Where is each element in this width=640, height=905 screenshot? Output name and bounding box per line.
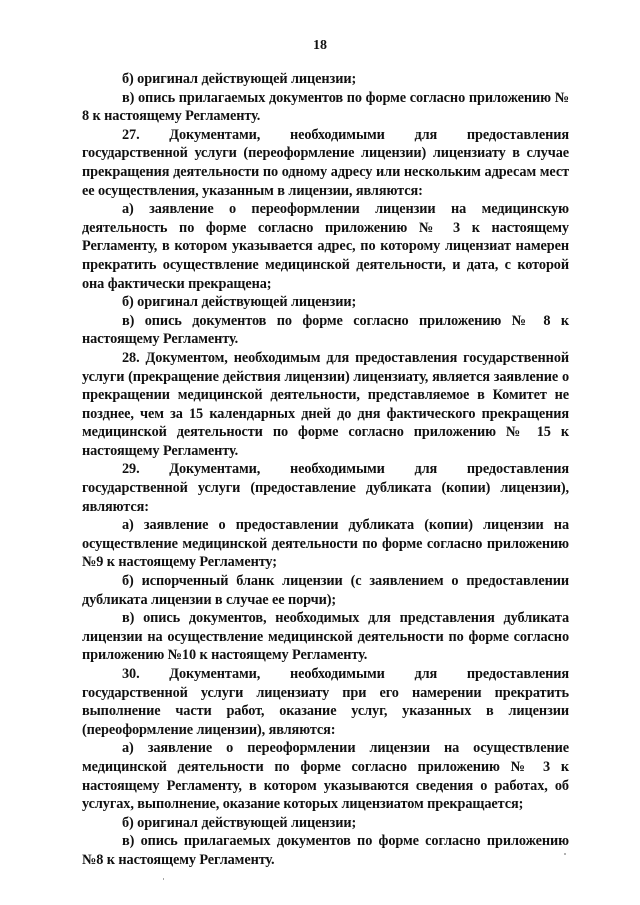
paragraph: в) опись документов по форме согласно приложению № 8 к настоящему Регламенту. (82, 312, 569, 348)
paragraph: в) опись прилагаемых документов по форме согласно приложению № 8 к настоящему Регламенту. (82, 89, 569, 125)
paragraph: б) оригинал действующей лицензии; (122, 294, 357, 311)
paragraph: б) оригинал действующей лицензии; (122, 814, 357, 831)
paragraph: а) заявление о предоставлении дубликата (копии) лицензии на осуществление медицинской деятельности по форме согласно приложению №9 к настоящему Регламенту; (82, 517, 569, 571)
paragraph: а) заявление о переоформлении лицензии на осуществление медицинской деятельности по форме согласно приложению № 3 к настоящему Регламенту, в котором указываются сведения о работах, об услугах, выполнение, оказание которых лицензиатом прекращается; (82, 740, 569, 813)
paragraph: в) опись прилагаемых документов по форме согласно приложению №8 к настоящему Регламенту. (82, 833, 569, 868)
paragraph: 28. Документом, необходимым для предоставления государственной услуги (прекращение действия лицензии) лицензиату, является заявление о прекращении медицинской деятельности, представляемое в Комитет не позднее, чем за 15 календарных дней до дня фактического прекращения медицинской деятельности по форме согласно приложению № 15 к настоящему Регламенту. (82, 349, 569, 459)
paragraph: б) оригинал действующей лицензии; (122, 71, 357, 87)
document-body (82, 70, 569, 870)
page-number: 18 (313, 38, 327, 53)
paragraph: в) опись документов, необходимых для представления дубликата лицензии на осуществление медицинской деятельности по форме согласно приложению №10 к настоящему Регламенту. (82, 610, 569, 664)
paragraph: б) испорченный бланк лицензии (с заявлением о предоставлении дубликата лицензии в случае ее порчи); (82, 573, 569, 608)
scan-speck (564, 853, 566, 855)
scan-speck (163, 878, 164, 880)
paragraph: 27. Документами, необходимыми для предоставления государственной услуги (переоформление лицензии) лицензиату в случае прекращения деятельности по одному адресу или нескольким адресам мест ее осуществления, указанным в лицензии, являются: (82, 126, 569, 199)
paragraph: 29. Документами, необходимыми для предоставления государственной услуги (предоставление дубликата (копии) лицензии), являются: (82, 461, 569, 515)
paragraph: а) заявление о переоформлении лицензии на медицинскую деятельность по форме согласно приложению № 3 к настоящему Регламенту, в котором указывается адрес, по которому лицензиат намерен прекратить осуществление медицинской деятельности, и дата, с которой она фактически прекращена; (82, 201, 569, 292)
paragraph: 30. Документами, необходимыми для предоставления государственной услуги лицензиату при его намерении прекратить выполнение части работ, оказание услуг, указанных в лицензии (переоформление лицензии), являются: (82, 666, 569, 738)
